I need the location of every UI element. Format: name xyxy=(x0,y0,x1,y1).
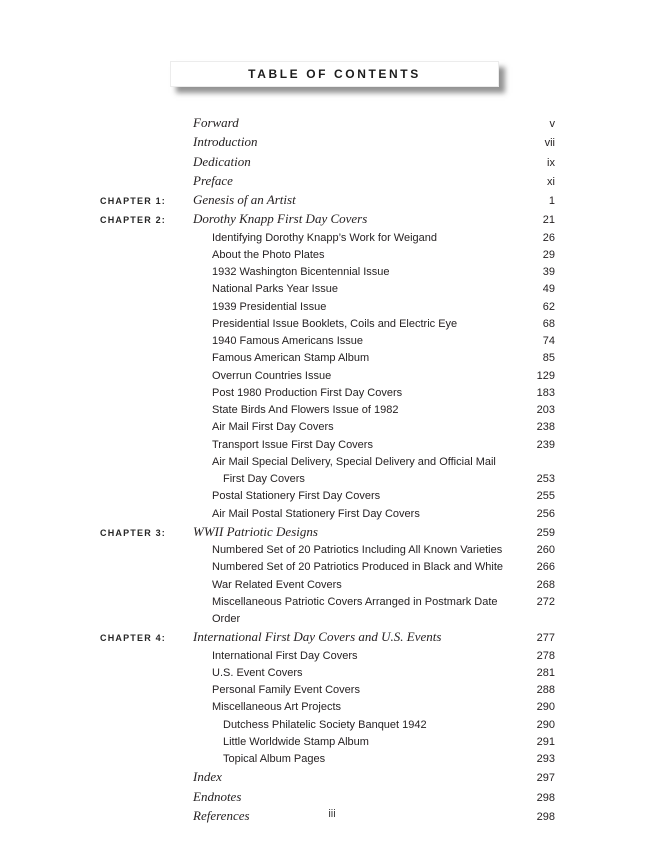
entry-page-number: vii xyxy=(544,137,555,150)
entry-title: 1932 Washington Bicentennial Issue xyxy=(212,266,390,278)
toc-entry xyxy=(100,299,555,316)
toc-entry xyxy=(100,385,555,402)
entry-title: Transport Issue First Day Covers xyxy=(212,438,373,451)
toc-entry xyxy=(100,751,555,768)
toc-entry xyxy=(100,506,555,523)
chapter-label: CHAPTER 1: xyxy=(100,196,167,206)
entry-page-number: 129 xyxy=(536,369,555,382)
page-footer xyxy=(0,808,664,820)
entry-page-number: 298 xyxy=(536,810,555,823)
entry-page-number: 21 xyxy=(542,214,555,227)
chapter-label: CHAPTER 2: xyxy=(100,215,167,226)
toc-entry xyxy=(100,665,555,682)
toc-entry xyxy=(100,191,555,210)
toc-entry xyxy=(100,247,555,264)
entry-title: Miscellaneous Art Projects xyxy=(212,701,341,714)
chapter-label: CHAPTER 3: xyxy=(100,527,167,538)
entry-page-number: 259 xyxy=(536,526,555,539)
entry-page-number: 288 xyxy=(536,684,555,696)
entry-page-number: 272 xyxy=(536,595,555,608)
entry-title: Dutchess Philatelic Society Banquet 1942 xyxy=(223,718,427,731)
toc-entry xyxy=(100,768,555,787)
entry-title: Miscellaneous Patriotic Covers Arranged in Postmark Date Order xyxy=(212,595,498,625)
toc-entry xyxy=(100,419,555,436)
entry-page-number: 277 xyxy=(536,632,555,645)
toc-entry xyxy=(100,133,555,152)
toc-entry xyxy=(100,264,555,281)
entry-title: Overrun Countries Issue xyxy=(212,369,332,382)
entry-title: Little Worldwide Stamp Album xyxy=(223,735,369,748)
entry-title: National Parks Year Issue xyxy=(212,283,338,296)
entry-page-number: 68 xyxy=(542,317,555,330)
toc-entry xyxy=(100,577,555,594)
entry-page-number: 39 xyxy=(542,266,555,278)
entry-title: Topical Album Pages xyxy=(223,753,326,765)
toc-entry xyxy=(100,402,555,419)
entry-title: References xyxy=(193,807,250,823)
entry-title: Forward xyxy=(193,115,239,130)
toc-entry xyxy=(100,454,555,489)
entry-title: Dorothy Knapp First Day Covers xyxy=(193,211,368,227)
entry-page-number: 281 xyxy=(536,666,555,679)
entry-page-number: 255 xyxy=(536,490,555,503)
entry-page-number: 239 xyxy=(536,438,555,451)
folio-page-number: iii xyxy=(328,808,336,820)
toc-entry xyxy=(100,350,555,367)
toc-entry xyxy=(100,542,555,559)
entry-page-number: 290 xyxy=(536,701,555,714)
entry-page-number: 85 xyxy=(542,352,555,365)
entry-title: Introduction xyxy=(193,134,258,150)
entry-title: 1940 Famous Americans Issue xyxy=(212,335,364,347)
entry-title: Dedication xyxy=(193,153,251,169)
entry-page-number: 62 xyxy=(542,300,555,313)
entry-page-number: v xyxy=(549,118,555,130)
entry-title: Numbered Set of 20 Patriotics Produced in Black and White xyxy=(212,561,504,574)
entry-title: Genesis of an Artist xyxy=(193,192,296,207)
toc-entry xyxy=(100,717,555,734)
toc-entry xyxy=(100,210,555,229)
entry-title: Presidential Issue Booklets, Coils and Electric Eye xyxy=(212,317,458,330)
toc-entry xyxy=(100,333,555,350)
entry-page-number: 278 xyxy=(536,649,555,662)
entry-title: Air Mail Postal Stationery First Day Covers xyxy=(212,507,420,520)
entry-page-number: 291 xyxy=(536,735,555,748)
entry-page-number: 203 xyxy=(536,404,555,416)
entry-page-number: 266 xyxy=(536,561,555,574)
toc-entry xyxy=(100,172,555,191)
toc-entry xyxy=(100,699,555,716)
entry-page-number: xi xyxy=(547,175,555,188)
entry-title: International First Day Covers and U.S. Events xyxy=(193,629,442,645)
toc-entry xyxy=(100,648,555,665)
entry-title: Air Mail First Day Covers xyxy=(212,421,334,434)
chapter-label: CHAPTER 4: xyxy=(100,633,167,644)
entry-page-number: 238 xyxy=(536,421,555,434)
entry-page-number: 183 xyxy=(536,386,555,399)
entry-title: Endnotes xyxy=(193,788,242,804)
toc-entry xyxy=(100,523,555,542)
entry-title: Index xyxy=(193,769,222,785)
entry-title: War Related Event Covers xyxy=(212,578,342,591)
entry-page-number: 268 xyxy=(536,578,555,591)
toc-entry xyxy=(100,788,555,807)
entry-title: Identifying Dorothy Knapp’s Work for Weigand xyxy=(212,231,438,244)
toc-entry xyxy=(100,559,555,576)
entry-page-number: 26 xyxy=(542,231,555,244)
toc-entry xyxy=(100,114,555,133)
entry-title: Personal Family Event Covers xyxy=(212,684,360,696)
page-header-band xyxy=(170,61,499,87)
entry-page-number: 298 xyxy=(536,791,555,804)
entry-page-number: 253 xyxy=(536,473,555,485)
entry-page-number: 1 xyxy=(548,195,555,207)
entry-title: Famous American Stamp Album xyxy=(212,352,370,365)
toc-entry xyxy=(100,368,555,385)
entry-page-number: 290 xyxy=(536,718,555,731)
entry-page-number: 49 xyxy=(542,283,555,296)
toc-entry xyxy=(100,594,555,629)
toc-list xyxy=(100,114,555,826)
entry-page-number: 29 xyxy=(542,248,555,261)
entry-title: About the Photo Plates xyxy=(212,248,325,261)
entry-page-number: 74 xyxy=(542,335,555,347)
entry-title: Preface xyxy=(193,172,233,188)
entry-title: Air Mail Special Delivery, Special Delivery and Official Mail First Day Covers xyxy=(212,455,496,485)
toc-entry xyxy=(100,682,555,699)
toc-entry xyxy=(100,437,555,454)
page-title: TABLE OF CONTENTS xyxy=(248,67,421,81)
toc-entry xyxy=(100,734,555,751)
toc-entry xyxy=(100,230,555,247)
toc-entry xyxy=(100,488,555,505)
toc-entry xyxy=(100,628,555,647)
entry-page-number: 297 xyxy=(536,772,555,785)
entry-title: U.S. Event Covers xyxy=(212,666,303,679)
entry-page-number: 256 xyxy=(536,507,555,520)
entry-title: State Birds And Flowers Issue of 1982 xyxy=(212,404,399,416)
entry-page-number: 293 xyxy=(536,753,555,765)
entry-page-number: ix xyxy=(547,156,555,169)
entry-title: Numbered Set of 20 Patriotics Including All Known Varieties xyxy=(212,544,503,556)
toc-entry xyxy=(100,281,555,298)
entry-title: Post 1980 Production First Day Covers xyxy=(212,386,403,399)
entry-title: Postal Stationery First Day Covers xyxy=(212,490,381,503)
entry-page-number: 260 xyxy=(536,544,555,556)
entry-title: WWII Patriotic Designs xyxy=(193,523,318,539)
toc-entry xyxy=(100,316,555,333)
entry-title: International First Day Covers xyxy=(212,649,358,662)
entry-title: 1939 Presidential Issue xyxy=(212,300,327,313)
toc-entry xyxy=(100,153,555,172)
